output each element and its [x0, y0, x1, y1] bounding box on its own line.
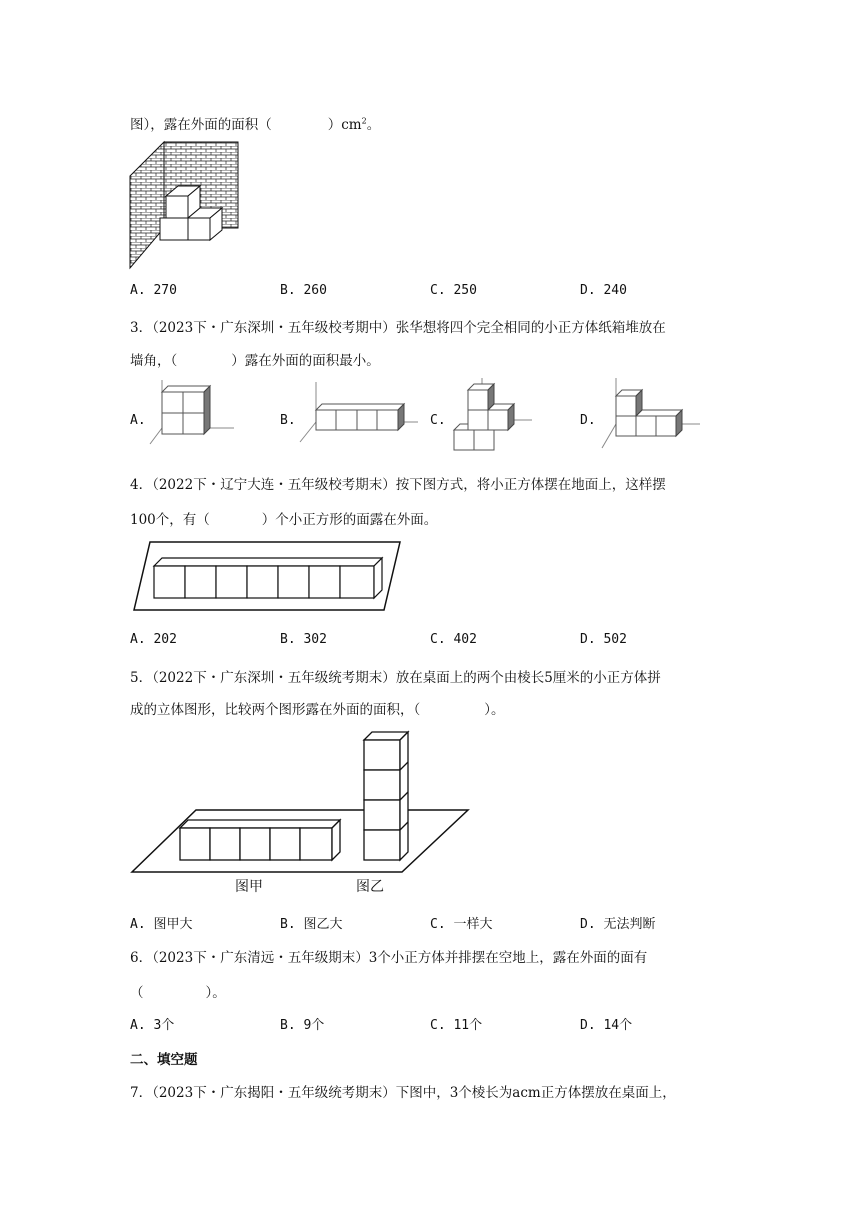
- q2-option-d[interactable]: D. 240: [580, 283, 627, 298]
- q3-option-a[interactable]: A.: [130, 413, 146, 428]
- q4-stem-line2: 100个，有（ ）个小正方形的面露在外面。: [130, 512, 438, 528]
- q5-figure: [130, 730, 470, 895]
- q2-stem: 图），露在外面的面积（ ）$cm^2$。: [130, 116, 381, 133]
- q2-figure: [128, 140, 248, 270]
- section-title-fill-in: 二、填空题: [130, 1052, 198, 1068]
- q3-figure-a: [148, 378, 238, 448]
- q6-stem-line1: 6．（2023下・广东清远・五年级期末）3个小正方体并排摆在空地上，露在外面的面有: [130, 950, 648, 966]
- q5-option-d[interactable]: D. 无法判断: [580, 917, 656, 932]
- q6-stem-line2: （ ）。: [130, 985, 226, 1001]
- q6-option-d[interactable]: D. 14个: [580, 1018, 633, 1033]
- q6-option-a[interactable]: A. 3个: [130, 1018, 175, 1033]
- q5-stem-line1: 5．（2022下・广东深圳・五年级统考期末）放在桌面上的两个由棱长5厘米的小正方体拼: [130, 670, 661, 686]
- q5-stem-line2: 成的立体图形，比较两个图形露在外面的面积，（ ）。: [130, 702, 505, 718]
- q4-option-b[interactable]: B. 302: [280, 632, 327, 647]
- q5-option-b[interactable]: B. 图乙大: [280, 917, 343, 932]
- fig-label-jia: 图甲: [235, 879, 263, 895]
- q2-option-b[interactable]: B. 260: [280, 283, 327, 298]
- q4-option-d[interactable]: D. 502: [580, 632, 627, 647]
- q3-option-c[interactable]: C.: [430, 413, 446, 428]
- q7-stem-line1: 7．（2023下・广东揭阳・五年级统考期末）下图中，3个棱长为acm正方体摆放在桌面上，: [130, 1085, 676, 1101]
- q3-option-d[interactable]: D.: [580, 413, 596, 428]
- q3-figure-b: [298, 380, 428, 450]
- q4-stem-line1: 4．（2022下・辽宁大连・五年级校考期末）按下图方式，将小正方体摆在地面上，这样摆: [130, 477, 666, 493]
- q2-option-a[interactable]: A. 270: [130, 283, 177, 298]
- q3-figure-c: [450, 376, 540, 456]
- fig-label-yi: 图乙: [356, 879, 384, 895]
- q4-option-a[interactable]: A. 202: [130, 632, 177, 647]
- q6-option-c[interactable]: C. 11个: [430, 1018, 483, 1033]
- q4-option-c[interactable]: C. 402: [430, 632, 477, 647]
- q5-option-c[interactable]: C. 一样大: [430, 917, 493, 932]
- q5-option-a[interactable]: A. 图甲大: [130, 917, 193, 932]
- q3-figure-d: [600, 376, 710, 456]
- q2-option-c[interactable]: C. 250: [430, 283, 477, 298]
- q3-stem-line2: 墙角，（ ）露在外面的面积最小。: [130, 353, 380, 369]
- q3-option-b[interactable]: B.: [280, 413, 296, 428]
- q4-figure: [130, 540, 410, 612]
- q6-option-b[interactable]: B. 9个: [280, 1018, 325, 1033]
- q3-stem-line1: 3．（2023下・广东深圳・五年级校考期中）张华想将四个完全相同的小正方体纸箱堆放在: [130, 320, 666, 336]
